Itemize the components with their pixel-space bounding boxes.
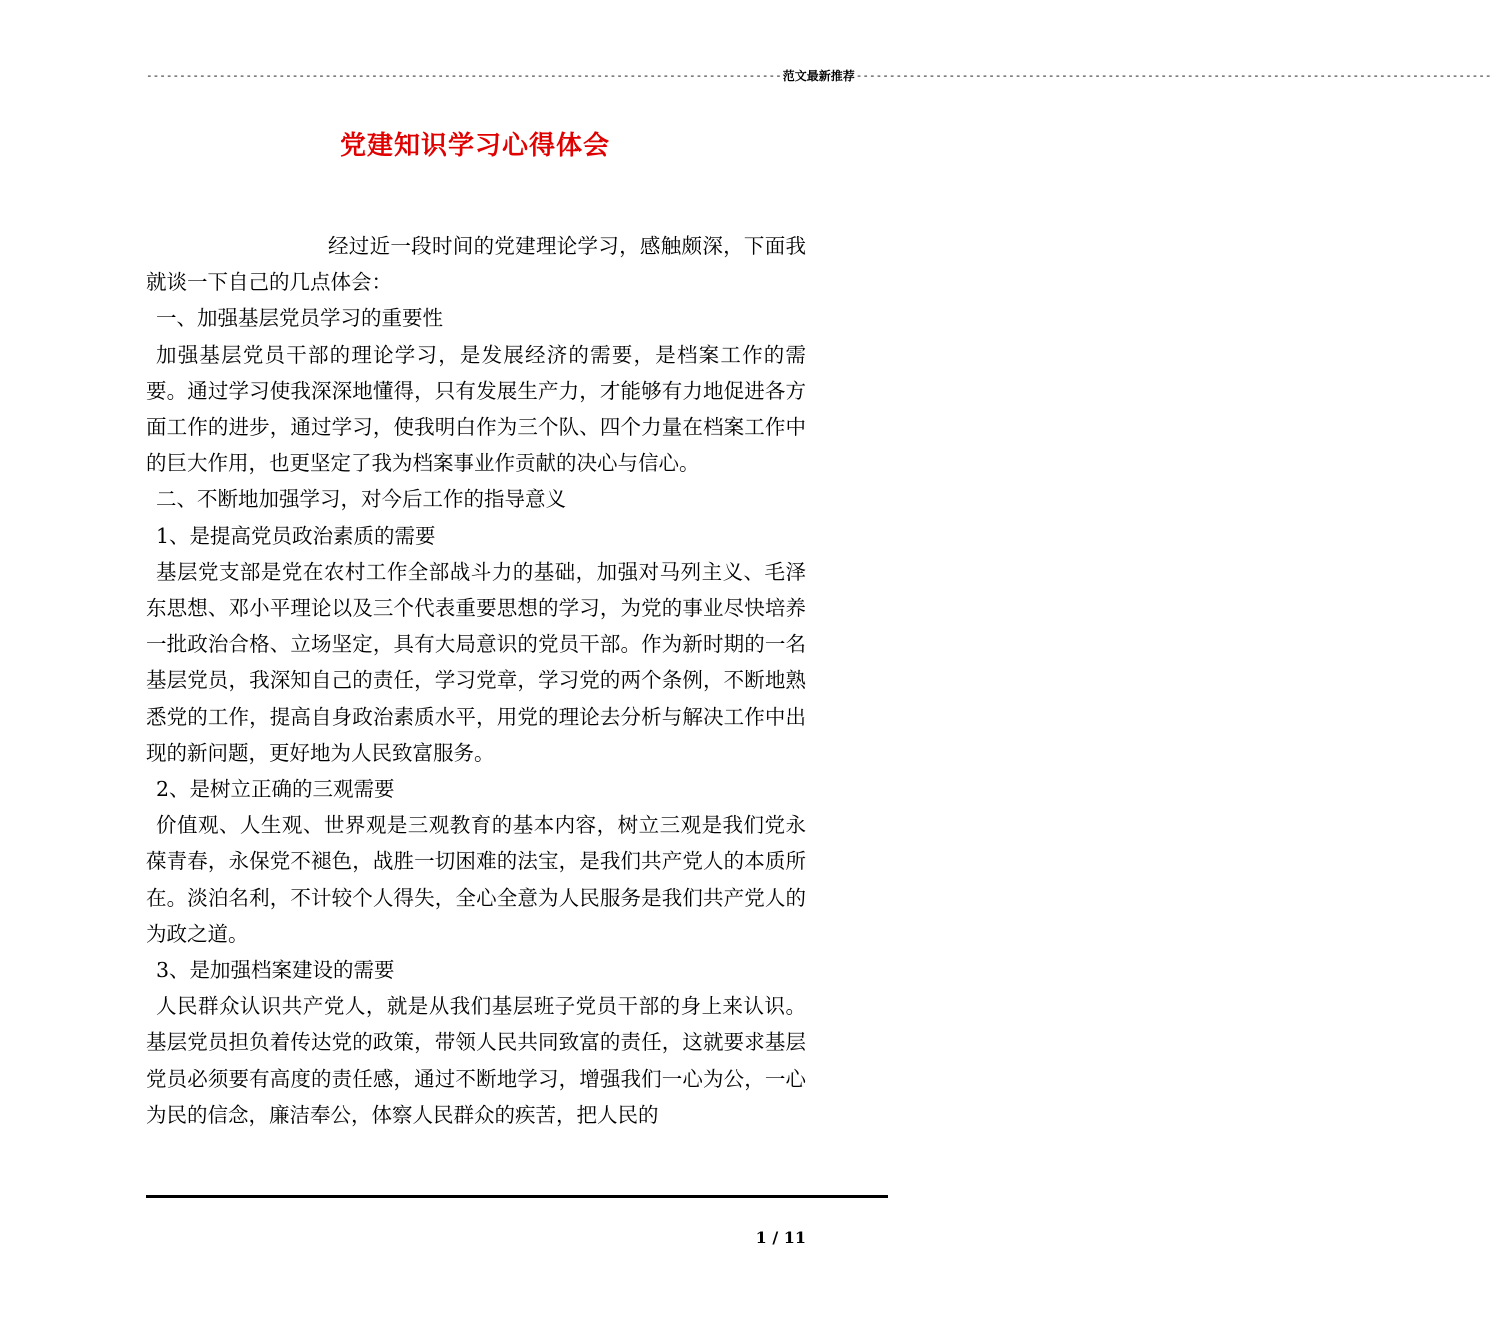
paragraph: 基层党支部是党在农村工作全部战斗力的基础，加强对马列主义、毛泽东思想、邓小平理论以及三个代表重要思想的学习，为党的事业尽快培养一批政治合格、立场坚定，具有大局意识的党员干部。作为新时期的一名基层党员，我深知自己的责任，学习党章，学习党的两个条例，不断地熟悉党的工作，提高自身政治素质水平，用党的理论去分析与解决工作中出现的新问题，更好地为人民致富服务。 [146,559,806,765]
section-heading-1: 一、加强基层党员学习的重要性 [156,306,443,331]
header-dash-right: ------------------------------------------------------------------------------------------------ [855,69,1492,82]
section-heading-2: 二、不断地加强学习，对今后工作的指导意义 [156,487,566,512]
document-body [146,228,806,1133]
header-dash-left: ------------------------------------------------------------------------------------------------ [146,69,782,82]
header-label: 范文最新推荐 [782,69,855,83]
footer-divider [146,1195,888,1198]
page-number: 1 / 11 [755,1228,806,1247]
paragraph: 价值观、人生观、世界观是三观教育的基本内容，树立三观是我们党永葆青春，永保党不褪色，战胜一切困难的法宝，是我们共产党人的本质所在。淡泊名利，不计较个人得失，全心全意为人民服务是我们共产党人的为政之道。 [146,813,806,946]
subsection-heading-1: 1、是提高党员政治素质的需要 [156,523,436,548]
subsection-heading-3: 3、是加强档案建设的需要 [156,958,395,983]
document-title: 党建知识学习心得体会 [339,131,610,161]
page-header [146,68,1492,84]
paragraph-intro: 经过近一段时间的党建理论学习，感触颇深，下面我就谈一下自己的几点体会： [146,234,806,295]
paragraph: 人民群众认识共产党人，就是从我们基层班子党员干部的身上来认识。基层党员担负着传达党的政策，带领人民共同致富的责任，这就要求基层党员必须要有高度的责任感，通过不断地学习，增强我们一心为公，一心为民的信念，廉洁奉公，体察人民群众的疾苦，把人民的 [146,994,806,1127]
subsection-heading-2: 2、是树立正确的三观需要 [156,777,395,802]
paragraph: 加强基层党员干部的理论学习，是发展经济的需要，是档案工作的需要。通过学习使我深深地懂得，只有发展生产力，才能够有力地促进各方面工作的进步，通过学习，使我明白作为三个队、四个力量在档案工作中的巨大作用，也更坚定了我为档案事业作贡献的决心与信心。 [146,342,806,476]
